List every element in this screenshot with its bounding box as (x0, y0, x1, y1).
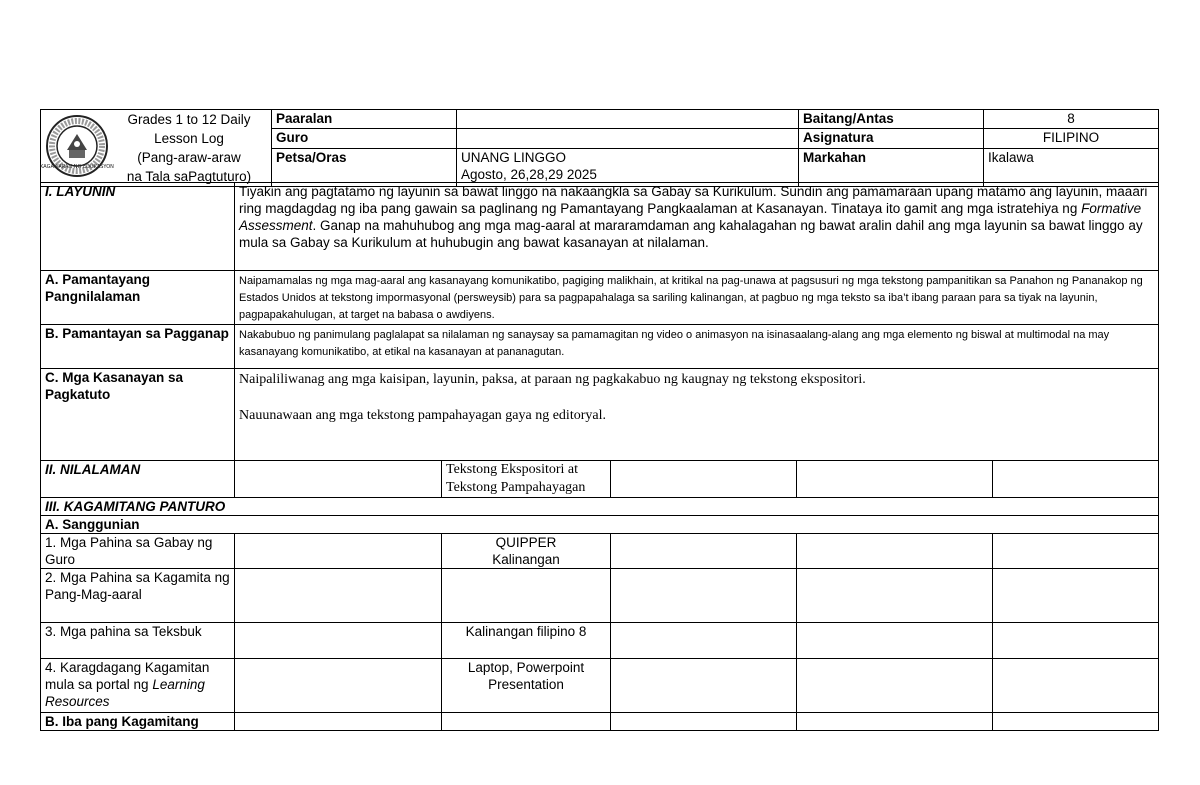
markahan-value: Ikalawa (984, 148, 1159, 187)
document-title: Grades 1 to 12 Daily Lesson Log (Pang-araw-araw na Tala saPagtuturo) (126, 112, 252, 184)
iba-pang-cell-1 (235, 713, 442, 731)
teksbuk-cell-5 (993, 623, 1159, 659)
kagamitan-mag-aaral-cell-5 (993, 569, 1159, 623)
nilalaman-label: II. NILALAMAN (41, 461, 235, 498)
iba-pang-kagamitan-label: B. Iba pang Kagamitang (41, 713, 235, 731)
teksbuk-label: 3. Mga pahina sa Teksbuk (41, 623, 235, 659)
teksbuk-cell-4 (797, 623, 993, 659)
table-row (41, 516, 1159, 534)
pamantayang-pangnilalaman-label: A. Pamantayang Pangnilalaman (41, 271, 235, 325)
paaralan-label: Paaralan (272, 110, 457, 129)
gabay-guro-cell-4 (797, 534, 993, 569)
gabay-guro-cell-1 (235, 534, 442, 569)
table-row (41, 461, 1159, 498)
teksbuk-value: Kalinangan filipino 8 (442, 623, 611, 659)
nilalaman-cell-3 (611, 461, 797, 498)
pamantayang-pangnilalaman-text: Naipamamalas ng mga mag-aaral ang kasanayang komunikatibo, pagiging malikhain, at kritikal na pag-unawa at pagsusuri ng mga tekstong pampanitikan sa Panahon ng Pananakop ng Estados Unidos at tekstong impormasyonal (persweysib) para sa pagpapahalaga sa sariling kalinangan, at pagbuo ng mga teksto sa iba’t ibang paraan para sa tiyak na layunin, pagpapakahulugan, at target na babasa o awdiyens. (235, 271, 1159, 325)
kagamitan-mag-aaral-cell-1 (235, 569, 442, 623)
nilalaman-cell-4 (797, 461, 993, 498)
baitang-label: Baitang/Antas (799, 110, 984, 129)
table-row (41, 659, 1159, 713)
kagamitan-mag-aaral-cell-3 (611, 569, 797, 623)
table-row (41, 534, 1159, 569)
kasanayan-text (235, 369, 1159, 461)
guro-label: Guro (272, 129, 457, 148)
kagamitan-label: III. KAGAMITANG PANTURO (41, 498, 1159, 516)
sanggunian-label: A. Sanggunian (41, 516, 1159, 534)
karagdagang-kagamitan-cell-4 (797, 659, 993, 713)
table-row (41, 325, 1159, 369)
gabay-guro-cell-3 (611, 534, 797, 569)
karagdagang-kagamitan-label: 4. Karagdagang Kagamitan mula sa portal ng Learning Resources (41, 659, 235, 713)
nilalaman-value: Tekstong Ekspositori at Tekstong Pampahayagan (442, 461, 611, 498)
asignatura-value: FILIPINO (984, 129, 1159, 148)
teksbuk-cell-1 (235, 623, 442, 659)
title-cell (41, 110, 272, 187)
pamantayan-pagganap-label: B. Pamantayan sa Pagganap (41, 325, 235, 369)
layunin-label: I. LAYUNIN (41, 183, 235, 271)
kagamitan-mag-aaral-label: 2. Mga Pahina sa Kagamita ng Pang-Mag-aaral (41, 569, 235, 623)
paaralan-value (457, 110, 799, 129)
deped-seal-icon (40, 114, 114, 178)
iba-pang-cell-2 (442, 713, 611, 731)
table-row (41, 369, 1159, 461)
nilalaman-cell-1 (235, 461, 442, 498)
table-row (41, 183, 1159, 271)
karagdagang-kagamitan-cell-1 (235, 659, 442, 713)
table-row (41, 569, 1159, 623)
svg-text:KAGAWARAN NG EDUKASYON: KAGAWARAN NG EDUKASYON (40, 164, 114, 170)
karagdagang-kagamitan-value: Laptop, Powerpoint Presentation (442, 659, 611, 713)
karagdagang-kagamitan-cell-3 (611, 659, 797, 713)
kagamitan-mag-aaral-value (442, 569, 611, 623)
header-table (40, 109, 1159, 187)
table-row (41, 713, 1159, 731)
kasanayan-label: C. Mga Kasanayan sa Pagkatuto (41, 369, 235, 461)
gabay-guro-cell-5 (993, 534, 1159, 569)
table-row (41, 271, 1159, 325)
table-row (41, 623, 1159, 659)
petsa-label: Petsa/Oras (272, 148, 457, 187)
kasanayan-item-2: Nauunawaan ang mga tekstong pampahayagan gaya ng editoryal. (239, 408, 606, 423)
petsa-value: UNANG LINGGO Agosto, 26,28,29 2025 (457, 148, 799, 187)
table-row (41, 498, 1159, 516)
gabay-guro-label: 1. Mga Pahina sa Gabay ng Guro (41, 534, 235, 569)
nilalaman-cell-5 (993, 461, 1159, 498)
kagamitan-mag-aaral-cell-4 (797, 569, 993, 623)
asignatura-label: Asignatura (799, 129, 984, 148)
markahan-label: Markahan (799, 148, 984, 187)
kasanayan-item-1: Naipaliliwanag ang mga kaisipan, layunin, paksa, at paraan ng pagkakabuo ng kaugnay ng tekstong ekspositori. (239, 372, 866, 387)
karagdagang-kagamitan-cell-5 (993, 659, 1159, 713)
teksbuk-cell-3 (611, 623, 797, 659)
iba-pang-cell-4 (797, 713, 993, 731)
pamantayan-pagganap-text: Nakabubuo ng panimulang paglalapat sa nilalaman ng sanaysay sa pamamagitan ng video o animasyon na isinasaalang-alang ang mga elemento ng biswal at multimodal na may kasanayang komunikatibo, at etikal na kasanayan at pananagutan. (235, 325, 1159, 369)
baitang-value: 8 (984, 110, 1159, 129)
iba-pang-cell-3 (611, 713, 797, 731)
iba-pang-cell-5 (993, 713, 1159, 731)
layunin-text: Tiyakin ang pagtatamo ng layunin sa bawat linggo na nakaangkla sa Gabay sa Kurikulum. Sundin ang pamamaraan upang matamo ang layunin, maaari ring magdagdag ng iba pang gawain sa paglinang ng Pamantayang Pangkaalaman at Kasanayan. Tinataya ito gamit ang mga istratehiya ng Formative Assessment. Ganap na mahuhubog ang mga mag-aaral at mararamdaman ang kahalagahan ng bawat aralin dahil ang mga layunin sa bawat linggo ay mula sa Gabay sa Kurikulum at huhubugin ang bawat kasanayan at nilalaman. (235, 183, 1159, 271)
gabay-guro-value: QUIPPER Kalinangan (442, 534, 611, 569)
guro-value (457, 129, 799, 148)
lesson-log-table (40, 182, 1159, 731)
